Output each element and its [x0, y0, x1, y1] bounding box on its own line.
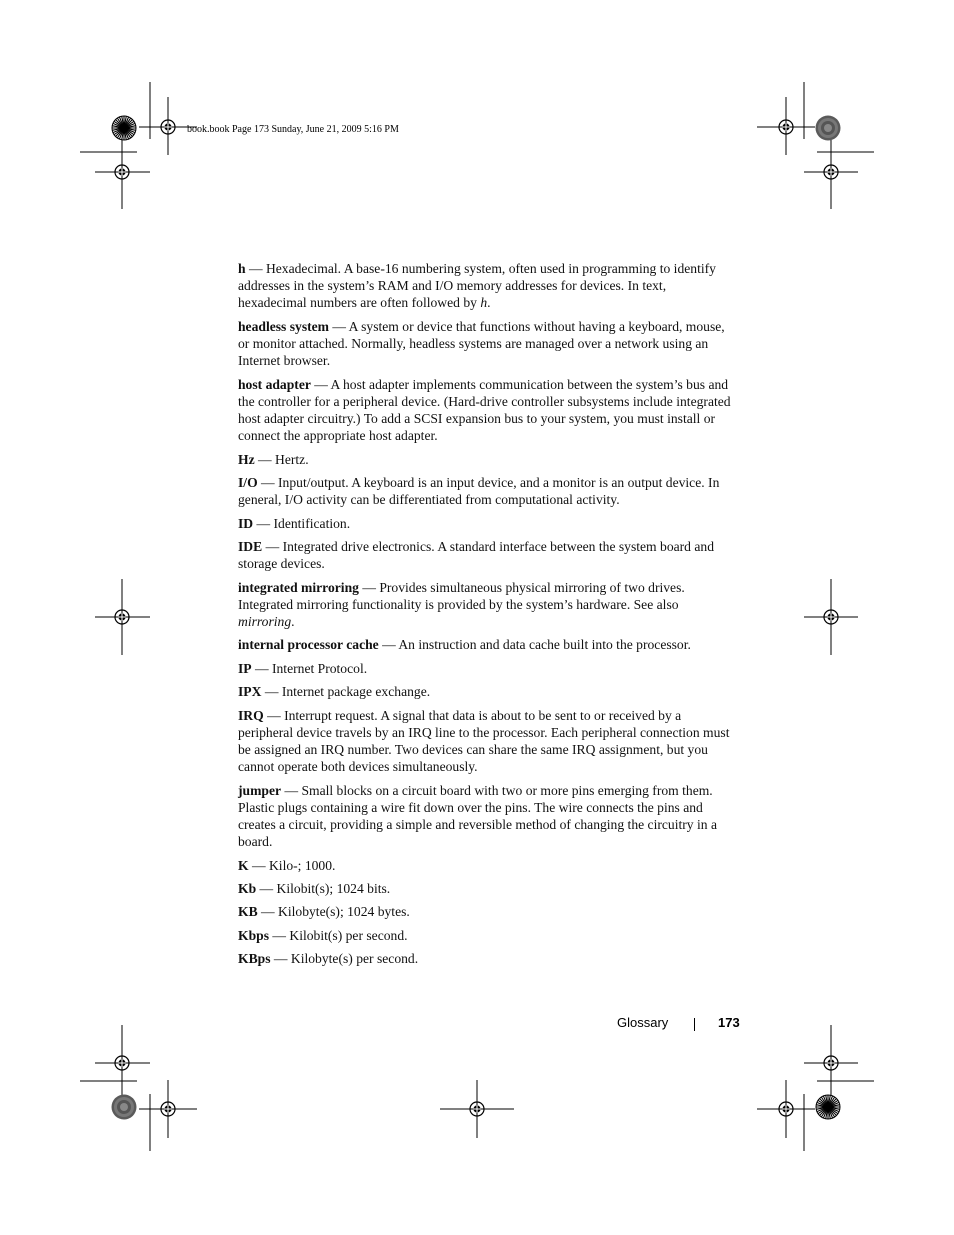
glossary-definition	[238, 377, 731, 444]
glossary-entry	[238, 474, 738, 508]
definition-text: — Identification.	[253, 515, 351, 531]
glossary-definition	[261, 684, 430, 699]
glossary-definition	[255, 452, 309, 467]
glossary-term: ID	[238, 515, 254, 531]
definition-text: — Interrupt request. A signal that data is about to be sent to or received by a peripheral device travels by an IRQ line to the processor. Each peripheral connection must be assigned an IRQ number. Two devices can share the same IRQ assignment, but you cannot operate both devices simultaneously.	[238, 707, 730, 775]
glossary-definition	[238, 539, 714, 571]
page-number: 173	[718, 1015, 740, 1030]
footer-divider	[694, 1018, 695, 1031]
glossary-definition	[238, 783, 717, 850]
glossary-entry	[238, 927, 738, 944]
definition-text: — Kilobyte(s); 1024 bytes.	[257, 904, 410, 920]
glossary-entry	[238, 579, 738, 631]
definition-text: — Internet package exchange.	[261, 684, 431, 700]
glossary-term: h	[238, 261, 246, 276]
glossary-entry	[238, 707, 738, 776]
definition-emphasis: h	[480, 295, 488, 311]
glossary-entry	[238, 660, 738, 677]
glossary-term: K	[238, 857, 249, 873]
glossary-entry	[238, 903, 738, 920]
definition-text: — Kilobyte(s) per second.	[270, 951, 419, 967]
footer-section-label: Glossary	[617, 1015, 669, 1030]
glossary-entry	[238, 376, 738, 445]
definition-emphasis: mirroring	[238, 613, 292, 629]
definition-text: — A host adapter implements communication between the system’s bus and the controller for a peripheral device. (Hard-drive controller subsystems include integrated host adapter circuitry.) To add a SCSI expansion bus to your system, you must install or connect the appropriate host adapter.	[238, 376, 731, 444]
definition-text: — A system or device that functions without having a keyboard, mouse, or monitor attached. Normally, headless systems are managed over a network using an Internet browser.	[238, 318, 725, 369]
glossary-term: KBps	[238, 951, 271, 967]
glossary-definition	[249, 858, 336, 873]
definition-text: .	[291, 613, 295, 629]
glossary-definition	[253, 516, 350, 531]
glossary-definition	[271, 951, 419, 966]
glossary-entry	[238, 683, 738, 700]
page-footer	[0, 1015, 954, 1035]
glossary-entry	[238, 538, 738, 572]
glossary-entry	[238, 636, 738, 653]
definition-text: — Hexadecimal. A base-16 numbering system, often used in programming to identify addresses in the system’s RAM and I/O memory addresses for devices. In text, hexadecimal numbers are often followed by	[238, 261, 716, 311]
definition-text: — Integrated drive electronics. A standard interface between the system board and storage devices.	[238, 538, 715, 572]
definition-text: — Provides simultaneous physical mirroring of two drives. Integrated mirroring functionality is provided by the system’s hardware. See also	[238, 579, 685, 612]
glossary-term: IRQ	[238, 707, 264, 723]
glossary-definition	[238, 475, 719, 507]
glossary-entry	[238, 880, 738, 897]
glossary-entry	[238, 950, 738, 967]
glossary-term: internal processor cache	[238, 637, 379, 653]
definition-text: — Internet Protocol.	[251, 660, 368, 676]
definition-text: — Small blocks on a circuit board with two or more pins emerging from them. Plastic plugs containing a wire fit down over the pins. The wire connects the pins and creates a circuit, providing a simple and reversible method of changing the circuitry in a board.	[238, 782, 718, 850]
glossary-definition	[379, 637, 691, 652]
glossary-definition	[252, 661, 368, 676]
glossary-term: Kb	[238, 880, 257, 896]
glossary-term: IP	[238, 660, 252, 676]
glossary-term: host adapter	[238, 376, 311, 392]
glossary-entry	[238, 857, 738, 874]
glossary-term: jumper	[238, 782, 282, 798]
glossary-term: integrated mirroring	[238, 579, 359, 595]
glossary-term: I/O	[238, 474, 258, 490]
glossary-definition	[258, 904, 410, 919]
glossary-entry	[238, 782, 738, 851]
glossary-entry	[238, 515, 738, 532]
definition-text: .	[487, 295, 491, 311]
glossary-term: IDE	[238, 538, 263, 554]
definition-text: — An instruction and data cache built into the processor.	[378, 637, 691, 653]
glossary-entry	[238, 318, 738, 370]
glossary-term: Kbps	[238, 927, 269, 943]
glossary-entries	[238, 260, 738, 973]
glossary-definition	[238, 708, 729, 775]
definition-text: — Kilo-; 1000.	[248, 857, 336, 873]
glossary-definition	[269, 928, 408, 943]
definition-text: — Input/output. A keyboard is an input device, and a monitor is an output device. In general, I/O activity can be differentiated from computational activity.	[238, 474, 720, 508]
glossary-definition	[256, 881, 390, 896]
definition-text: — Kilobit(s) per second.	[268, 927, 408, 943]
glossary-entry	[238, 451, 738, 468]
glossary-term: IPX	[238, 684, 262, 700]
glossary-term: Hz	[238, 451, 255, 467]
glossary-entry	[238, 260, 738, 312]
definition-text: — Kilobit(s); 1024 bits.	[256, 880, 391, 896]
print-slug: book.book Page 173 Sunday, June 21, 2009 5:16 PM	[187, 124, 399, 135]
glossary-term: KB	[238, 904, 258, 920]
glossary-term: headless system	[238, 318, 330, 334]
definition-text: — Hertz.	[254, 451, 309, 467]
glossary-definition	[238, 261, 716, 310]
